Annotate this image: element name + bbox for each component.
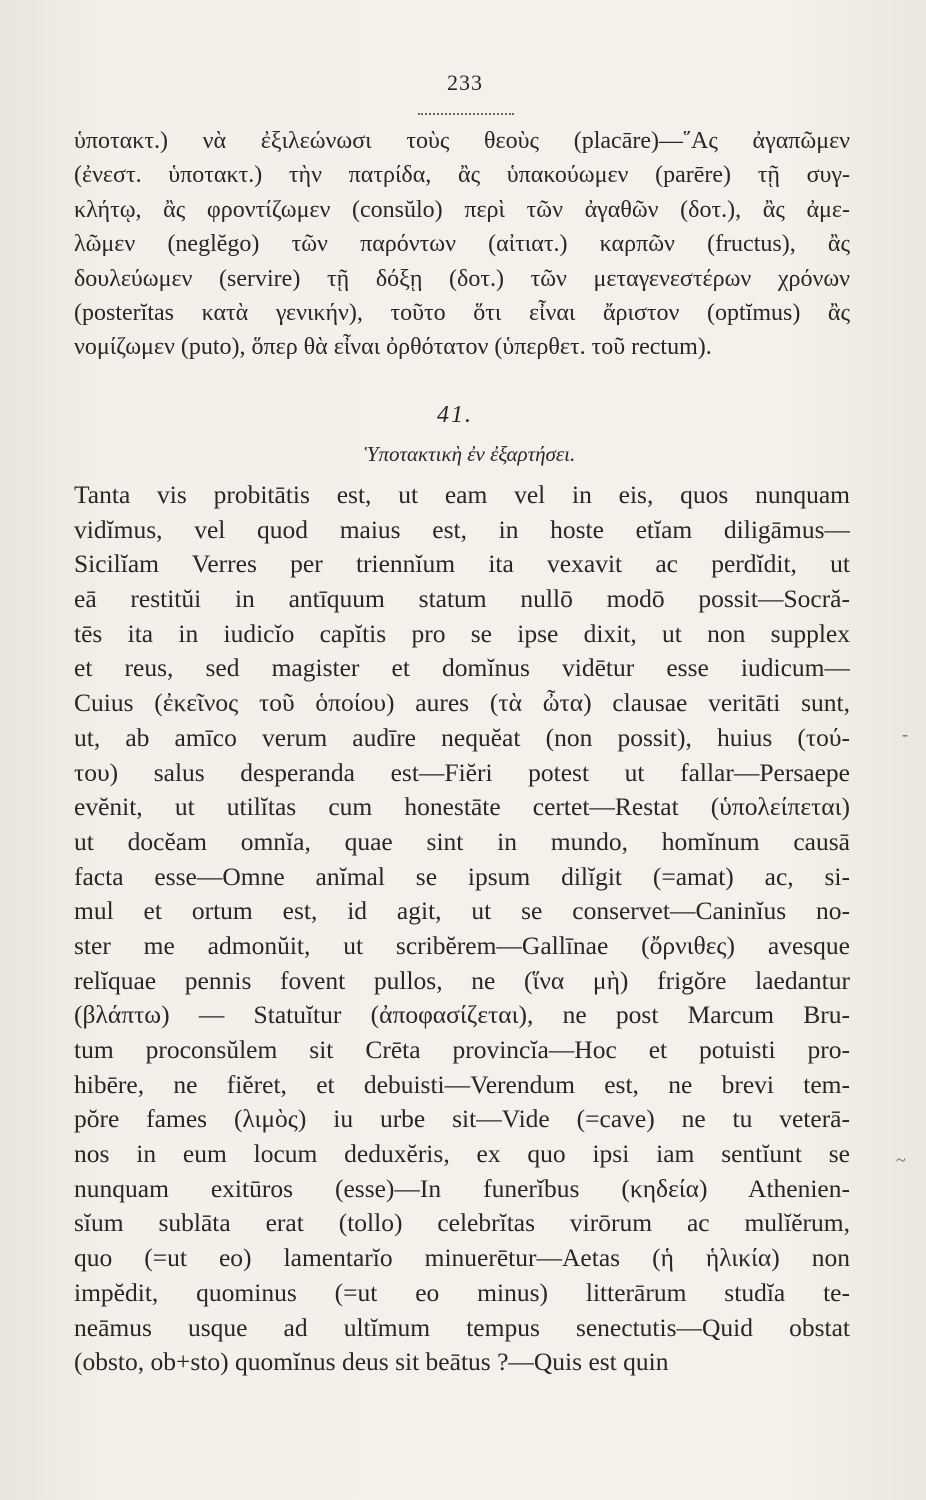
text-line: ut docĕam omnĭa, quae sint in mundo, homĭnum causā	[74, 826, 850, 856]
page-number: 233	[447, 70, 483, 95]
text-line: relĭquae pennis fovent pullos, ne (ἵνα μὴ) frigŏre laedantur	[74, 965, 850, 995]
margin-mark: -	[902, 724, 908, 744]
text-line: tum proconsŭlem sit Crēta provincĭa—Hoc et potuisti pro-	[74, 1035, 850, 1064]
text-line: facta esse—Omne anĭmal se ipsum dilĭgit (=amat) ac, si-	[74, 861, 850, 891]
text-line: neāmus usque ad ultĭmum tempus senectutis—Quid obstat	[74, 1312, 850, 1342]
text-line: (obsto, ob+sto) quomĭnus deus sit beātus ?—Quis est quin	[74, 1347, 669, 1377]
text-line: νομίζωμεν (puto), ὅπερ θὰ εἶναι ὀρθότατον (ὑπερθετ. τοῦ rectum).	[74, 334, 712, 361]
text-line: (βλάπτω) — Statuĭtur (ἀποφασίζεται), ne post Marcum Bru-	[74, 1000, 850, 1030]
text-line: tēs ita in iudicĭo capĭtis pro se ipse dixit, ut non supplex	[74, 618, 850, 648]
greek-paragraph	[74, 124, 850, 365]
section-number: 41.	[437, 402, 473, 428]
text-line: Tanta vis probitātis est, ut eam vel in eis, quos nunquam	[74, 480, 850, 509]
text-line: evĕnit, ut utilĭtas cum honestāte certet—Restat (ὑπολείπεται)	[74, 792, 850, 822]
text-line: et reus, sed magister et domĭnus vidētur esse iudicum—	[74, 653, 850, 683]
text-line: quo (=ut eo) lamentarĭo minuerētur—Aetas (ἡ ἡλικία) non	[74, 1243, 850, 1273]
text-line: vidĭmus, vel quod maius est, in hoste etĭam diligāmus—	[74, 514, 850, 544]
page-number-rule	[418, 113, 514, 115]
text-line: κλήτῳ, ἂς φροντίζωμεν (consŭlo) περὶ τῶν ἀγαθῶν (δοτ.), ἂς ἀμε-	[74, 196, 850, 223]
text-line: mul et ortum est, id agit, ut se conservet—Caninĭus no-	[74, 896, 850, 926]
latin-paragraph	[74, 478, 850, 1380]
section-heading: Ὑποτακτικὴ ἐν ἐξαρτήσει.	[364, 442, 576, 466]
text-line: sĭum sublāta erat (tollo) celebrĭtas virōrum ac mulĭĕrum,	[74, 1208, 850, 1238]
text-line: Cuius (ἐκεῖνος τοῦ ὁποίου) aures (τὰ ὦτα) clausae veritāti sunt,	[74, 688, 850, 718]
margin-mark: ~	[896, 1150, 906, 1170]
text-line: δουλεύωμεν (servire) τῇ δόξῃ (δοτ.) τῶν μεταγενεστέρων χρόνων	[74, 265, 850, 292]
text-line: ut, ab amīco verum audīre nequĕat (non possit), huius (τού-	[74, 722, 850, 752]
text-line: (ἐνεστ. ὑποτακτ.) τὴν πατρίδα, ἂς ὑπακούωμεν (parēre) τῇ συγ-	[74, 162, 850, 189]
text-line: pŏre fames (λιμὸς) iu urbe sit—Vide (=cave) ne tu veterā-	[74, 1104, 850, 1134]
text-line: impĕdit, quominus (=ut eo minus) litterārum studĭa te-	[74, 1277, 850, 1307]
text-line: ὑποτακτ.) νὰ ἐξιλεώνωσι τοὺς θεοὺς (placāre)—῞Ας ἀγαπῶμεν	[74, 128, 850, 154]
text-line: nos in eum locum deduxĕris, ex quo ipsi iam sentĭunt se	[74, 1139, 850, 1169]
text-line: (posterĭtas κατὰ γενικήν), τοῦτο ὅτι εἶναι ἄριστον (optĭmus) ἂς	[74, 299, 850, 326]
text-line: eā restitŭi in antīquum statum nullō modō possit—Socră-	[74, 584, 850, 614]
text-line: nunquam exitūros (esse)—In funerĭbus (κηδεία) Athenien-	[74, 1173, 850, 1203]
text-line: hibēre, ne fiĕret, et debuisti—Verendum est, ne brevi tem-	[74, 1069, 850, 1099]
text-line: λῶμεν (neglĕgo) τῶν παρόντων (αἰτιατ.) καρπῶν (fructus), ἂς	[74, 231, 850, 258]
text-line: ster me admonŭit, ut scribĕrem—Gallīnae (ὄρνιθες) avesque	[74, 930, 850, 960]
text-line: του) salus desperanda est—Fiĕri potest ut fallar—Persaepe	[74, 757, 850, 787]
text-line: Sicilĭam Verres per triennĭum ita vexavit ac perdĭdit, ut	[74, 549, 850, 579]
